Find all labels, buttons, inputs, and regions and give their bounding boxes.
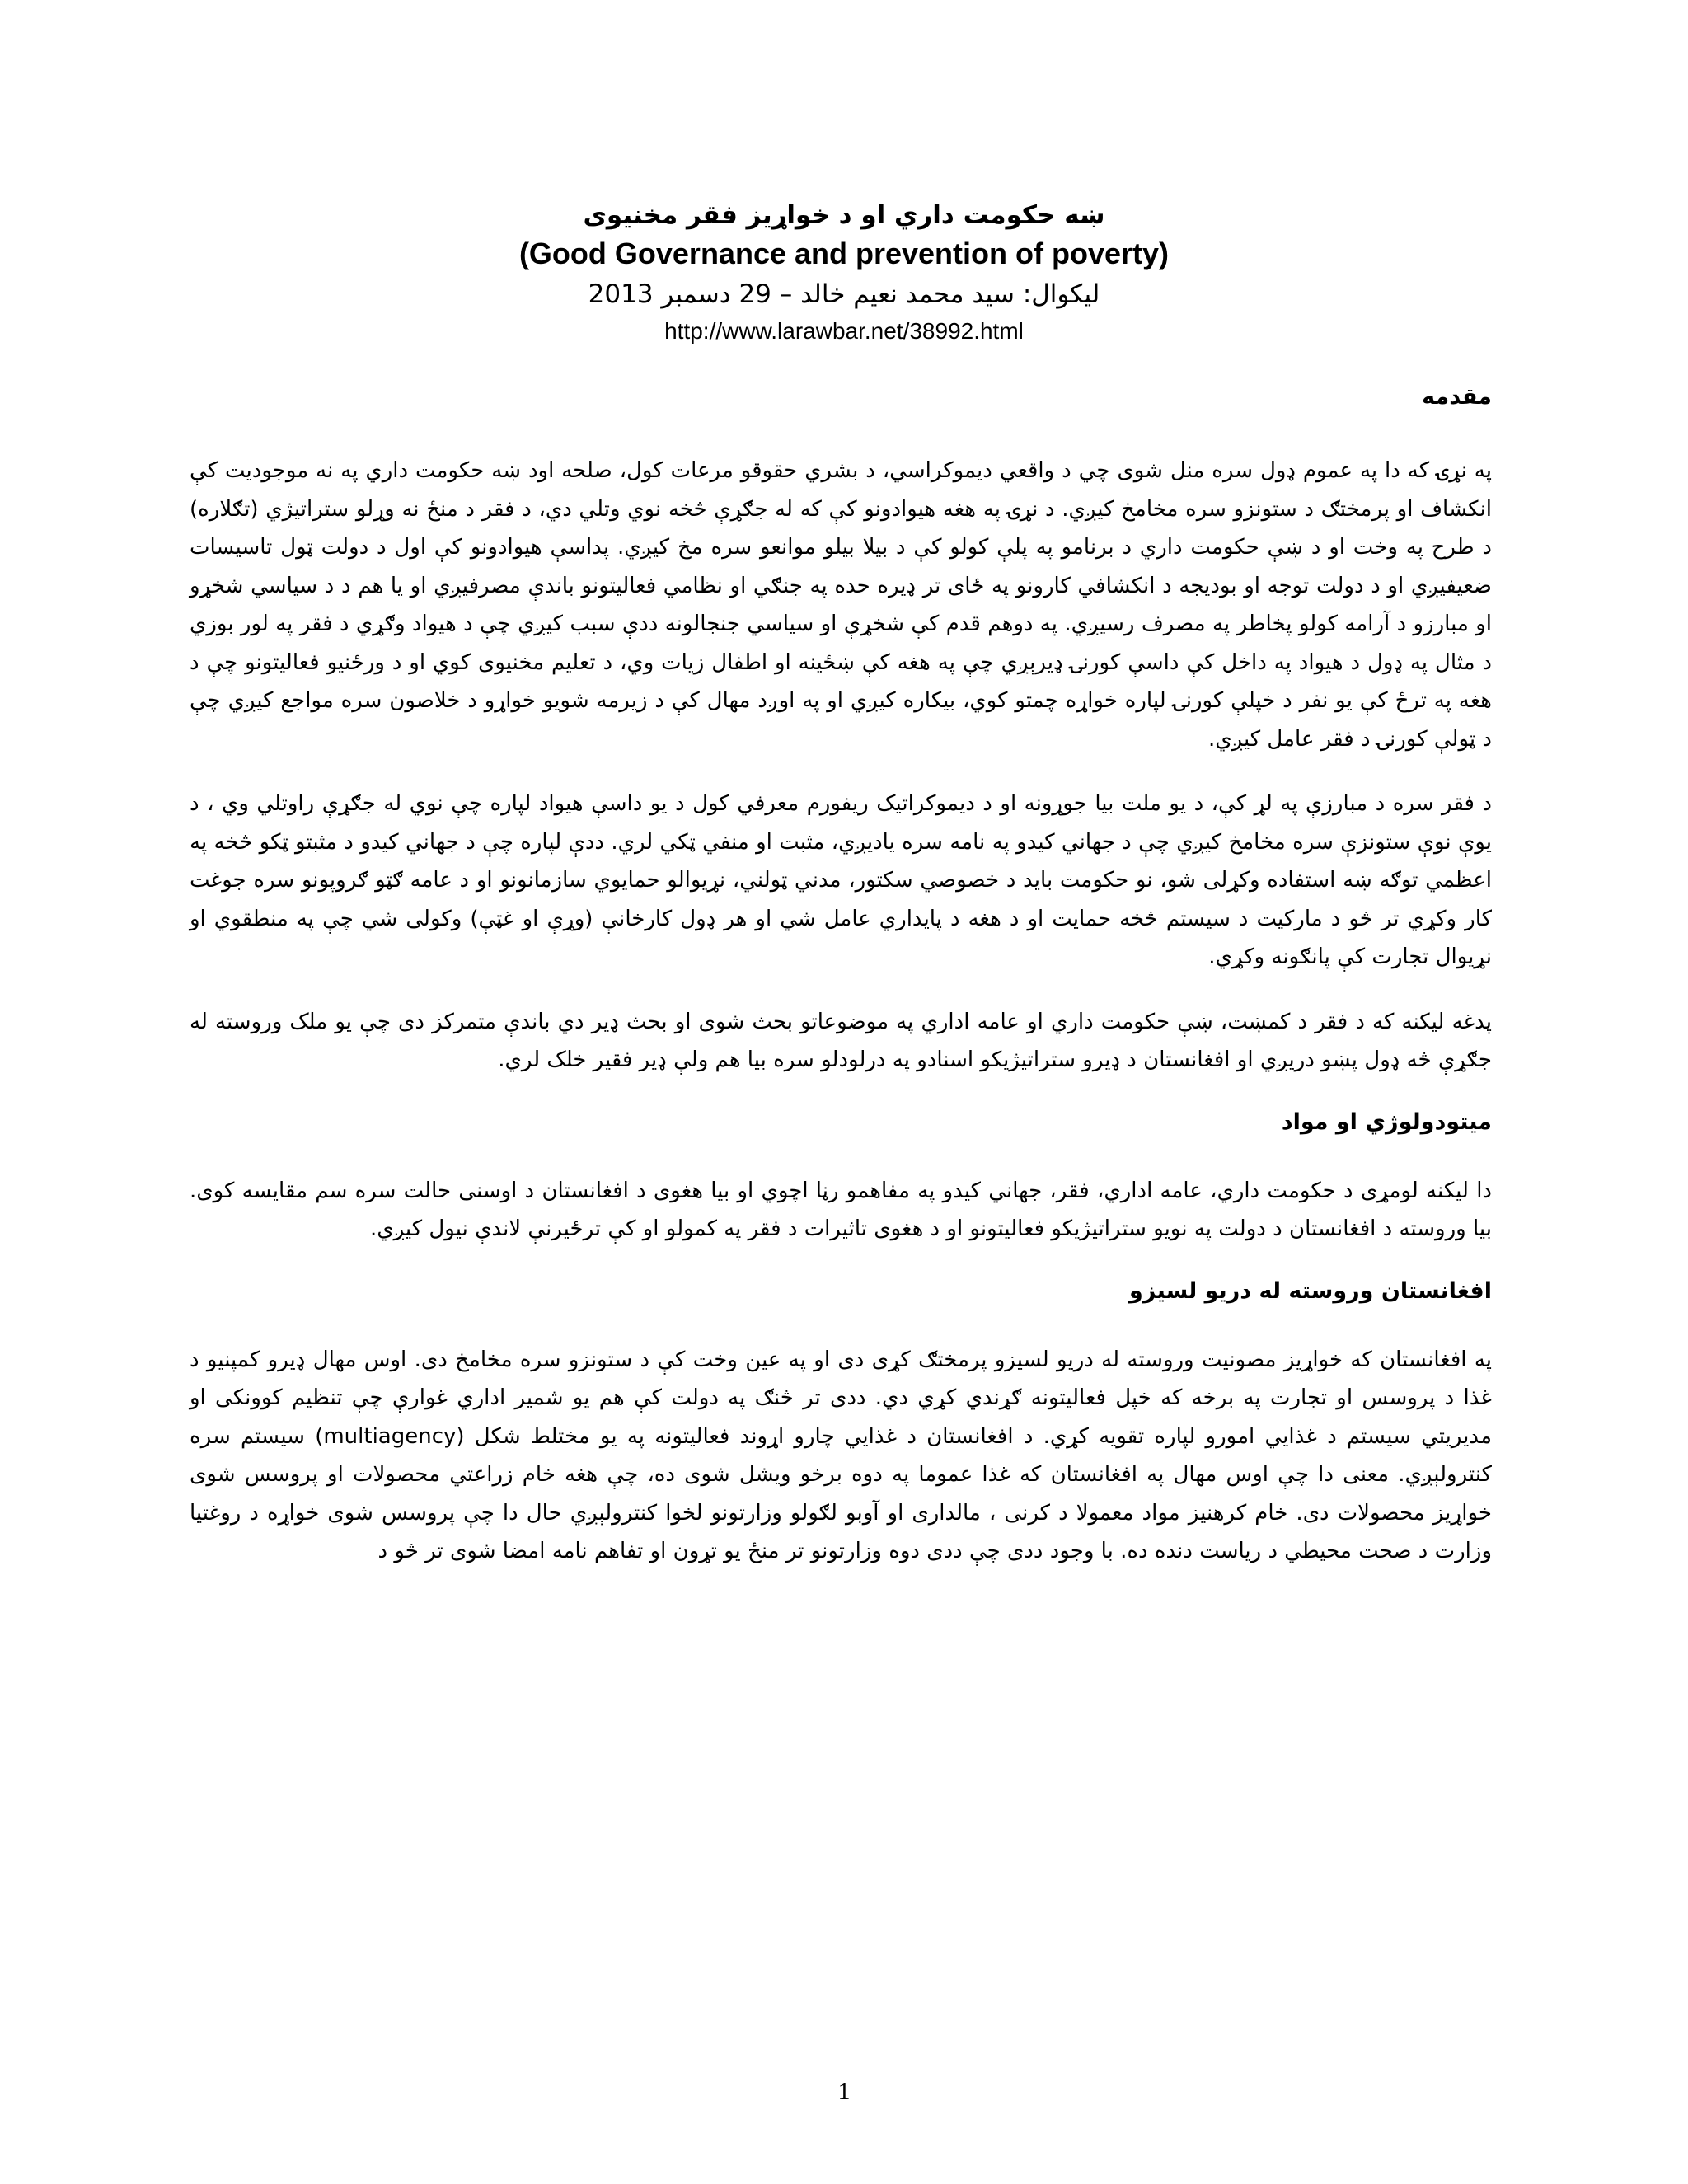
- section-heading-afghanistan: افغانستان وروسته له دريو لسيزو: [1129, 1277, 1492, 1304]
- section-heading-introduction: مقدمه: [1422, 384, 1492, 410]
- paragraph-methodology-1: دا ليکنه لومړی د حکومت داري، عامه اداري، فقر، جهاني کيدو په مفاهمو رڼا اچوي او بيا هغوی د افغانستان د اوسنی حالت سره سم مقايسه کوی. بيا وروسته د افغانستان د دولت په نويو ستراتيژيکو فعاليتونو او د هغوی تاثيرات د فقر په کمولو او کې ترځيرنې لاندې نيول کيږي.: [190, 1178, 1492, 1241]
- document-body: [190, 379, 1492, 1571]
- paragraph-intro-2: د فقر سره د مبارزې په لړ کې، د يو ملت بيا جوړونه او د ديموکراتيک ريفورم معرفي کول د يو داسې هيواد لپاره چې نوي له جګړې راوتلي وي ، د يوې نوې ستونزې سره مخامخ کيږي چې د جهاني کيدو په نامه سره ياديږي، مثبت او منفي ټکي لري. ددې لپاره چې د جهاني کيدو د مثبتو ټکو څخه په اعظمي توګه ښه استفاده وکړلی شو، نو حکومت بايد د خصوصي سکتور، مدني ټولني، نړيوالو حمايوي سازمانونو او د عامه ګټو ګروپونو سره جوغت کار وکړي تر څو د مارکيت د سيستم څخه حمايت او د هغه د پايداري عامل شي او هر ډول کارخانې (وړې او غټې) وکولی شي چې په منطقوي او نړيوال تجارت کې پانګونه وکړي.: [190, 791, 1492, 969]
- title-pashto: ښه حکومت داري او د خواړيز فقر مخنيوی: [583, 200, 1105, 230]
- paragraph-afghanistan-1: په افغانستان که خواړيز مصونيت وروسته له دريو لسيزو پرمختګ کړی دی او په عين وخت کې د ستونزو سره مخامخ دی. اوس مهال ډيرو کمپنيو د غذا د پروسس او تجارت په برخه که خپل فعاليتونه ګړندي کړي دي. ددی تر څنګ په دولت کې هم يو شمير اداري غوارې چې تنظيم کوونکی او مديريتي سيستم د غذايي امورو لپاره تقويه کړي. د افغانستان د غذايي چارو اړوند فعاليتونه په يو مختلط شکل (multiagency) سيستم سره کنترولېږي. معنی دا چې اوس مهال په افغانستان که غذا عموما په دوه برخو ويشل شوی ده، چې هغه خام زراعتي محصولات او پروسس شوی خواړيز محصولات دی. خام کرهنيز مواد معمولا د کرنی ، مالداری او آوبو لګولو وزارتونو لخوا کنترولېږي حال دا چې پروسس شوی خواړه د روغتيا وزارت د صحت محيطي د رياست دنده ده. با وجود ددی چې ددی دوه وزارتونو تر منځ يو تړون او تفاهم نامه امضا شوی تر څو د: [190, 1347, 1492, 1563]
- document-header: [0, 196, 1688, 348]
- page-number: 1: [837, 2078, 851, 2105]
- paragraph-intro-1: په نړۍ که دا په عموم ډول سره منل شوی چي د واقعي ديموکراسي، د بشري حقوقو مرعات کول، صلحه اود ښه حکومت داري په نه موجوديت کې انکشاف او پرمختګ د ستونزو سره مخامخ کيږي. د نړۍ په هغه هيوادونو کې که له جګړې څخه نوي وتلي دي، د فقر د منځ نه وړلو ستراتيژي (تګلاره) د طرح په وخت او د ښې حکومت داري د برنامو په پلې کولو کې د بيلا بيلو موانعو سره مخ کيږي. پداسې هيوادونو کې اول د دولت ټول تاسيسات ضعيفيږي او د دولت توجه او بوديجه د انکشافي کارونو په ځاى تر ډيره حده په جنګي او نظامي فعاليتونو باندې مصرفيږي او يا هم د د سياسي شخړو او مبارزو د آرامه کولو پخاطر په مصرف رسيږي. په دوهم قدم کې شخړې او سياسي جنجالونه ددې سبب کيږي چې د هيواد وګړي د فقر په لور بوزي د مثال په ډول د هيواد په داخل کې داسې کورنۍ ډيرېږي چې په هغه کې ښځينه او اطفال زيات وي، د تعليم مخنيوی کوي او د ورځنيو فعاليتونو چې د هغه په ترځ کې يو نفر د خپلې کورنۍ لپاره خواړه چمتو کوي، بيکاره کيږي او په اوږد مهال کې د زيرمه شويو خواړو د خلاصون سره مواجع کيږي چې د ټولې کورنۍ د فقر عامل کيږي.: [190, 458, 1492, 752]
- author-line: ليکوال: سيد محمد نعيم خالد – 29 دسمبر 2013: [588, 279, 1100, 309]
- section-heading-methodology: ميتودولوژي او مواد: [1281, 1108, 1492, 1135]
- source-url: http://www.larawbar.net/38992.html: [664, 318, 1024, 344]
- paragraph-intro-3: پدغه ليکنه که د فقر د کمښت، ښې حکومت داري او عامه اداري په موضوعاتو بحث شوی او بحث ډير دي باندې متمرکز دی چې يو ملک وروسته له جګړې څه ډول پښو دريږي او افغانستان د ډيرو ستراتيژيکو اسنادو په درلودلو سره بيا هم ولې ډير فقير خلک لري.: [190, 1009, 1492, 1072]
- title-english: (Good Governance and prevention of poverty): [518, 237, 1170, 270]
